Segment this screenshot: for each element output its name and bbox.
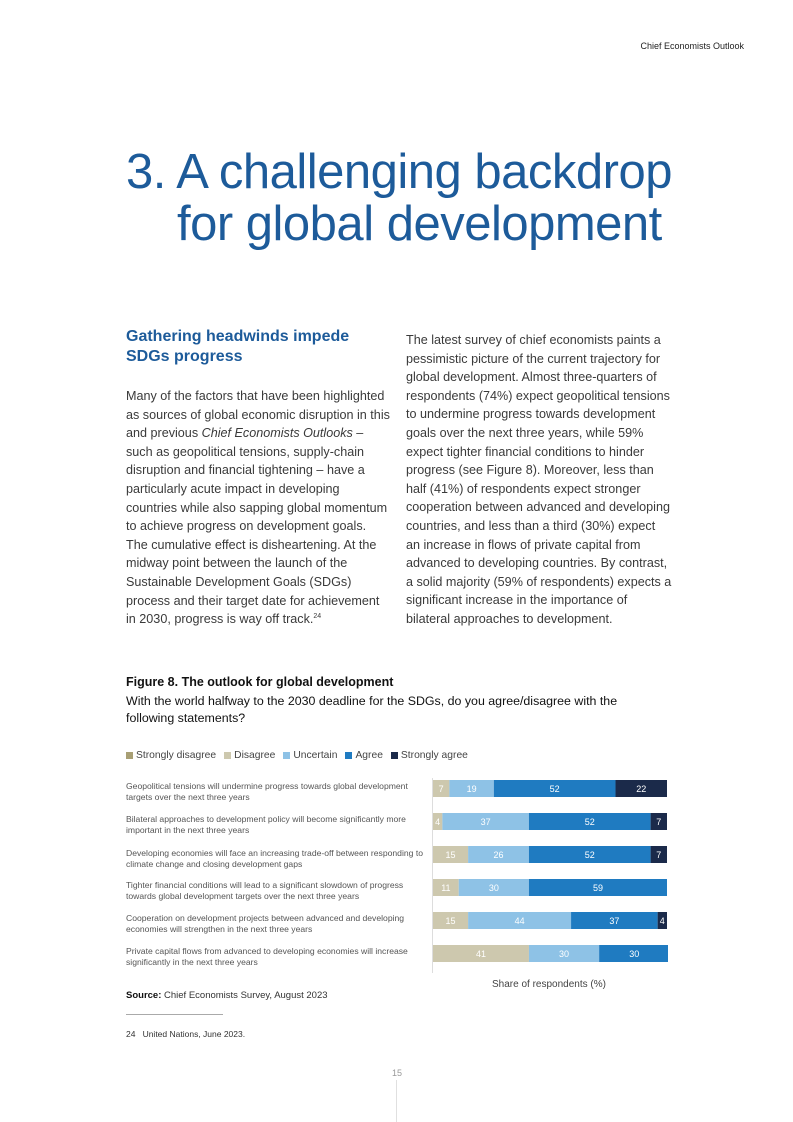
legend-item xyxy=(126,750,216,761)
legend-swatch xyxy=(391,752,398,759)
source-label: Source: xyxy=(126,990,162,1001)
legend-label: Disagree xyxy=(234,750,276,761)
chapter-title xyxy=(126,146,726,250)
legend-label: Uncertain xyxy=(293,750,338,761)
category-label: Developing economies will face an increasing trade-off between responding to climate change and closing development gaps xyxy=(126,848,423,869)
page-divider xyxy=(396,1080,397,1122)
category-label: Bilateral approaches to development policy will become significantly more important in the next three years xyxy=(126,814,406,835)
bar-value-label: 30 xyxy=(488,883,499,893)
chart-legend xyxy=(126,750,468,761)
bar-value-label: 4 xyxy=(435,817,441,827)
legend-item xyxy=(391,750,468,761)
figure-question: With the world halfway to the 2030 deadline for the SDGs, do you agree/disagree with the following statements? xyxy=(126,694,618,725)
bar-value-label: 19 xyxy=(466,784,477,794)
bar-value-label: 30 xyxy=(559,949,570,959)
bar-value-label: 7 xyxy=(438,784,444,794)
legend-swatch xyxy=(224,752,231,759)
bar-value-label: 52 xyxy=(584,850,595,860)
category-label: Private capital flows from advanced to developing economies will increase significantly in the next three years xyxy=(126,946,408,967)
figure-source xyxy=(126,990,328,1001)
chapter-title-line-2: for global development xyxy=(177,197,662,251)
bar-value-label: 44 xyxy=(514,916,525,926)
bar-value-label: 15 xyxy=(445,916,456,926)
publication-title: Chief Economists Outlooks xyxy=(201,426,353,441)
footnote-reference[interactable]: 24 xyxy=(313,612,322,620)
bar-value-label: 37 xyxy=(609,916,620,926)
bar-value-label: 15 xyxy=(445,850,456,860)
body-text-part: – such as geopolitical tensions, supply-chain disruption and financial tightening – have a particularly acute impact in developing countries while also sapping global momentum to achieve progress on development goals. The cumulative effect is disheartening. At the midway point between the launch of the Sustainable Development Goals (SDGs) process and their target date for achievement in 2030, progress is way off track. xyxy=(126,426,388,627)
legend-label: Strongly agree xyxy=(400,750,468,761)
legend-swatch xyxy=(345,752,352,759)
legend-item xyxy=(224,750,275,761)
chart-plot xyxy=(432,778,668,974)
bar-value-label: 22 xyxy=(636,784,647,794)
bar-value-label: 26 xyxy=(493,850,504,860)
category-label: Cooperation on development projects between advanced and developing economies will strengthen in the next three years xyxy=(126,913,405,934)
footnote xyxy=(126,1029,245,1039)
source-text: Chief Economists Survey, August 2023 xyxy=(161,990,328,1001)
chapter-title-line-1: 3. A challenging backdrop xyxy=(126,145,672,199)
category-label: Geopolitical tensions will undermine progress towards global development targets over the next three years xyxy=(126,781,408,802)
legend-label: Agree xyxy=(355,750,383,761)
category-label: Tighter financial conditions will lead to a significant slowdown of progress towards global development targets over the next three years xyxy=(126,880,404,901)
bar-value-label: 37 xyxy=(480,817,491,827)
footnote-divider xyxy=(126,1014,223,1015)
bar-value-label: 7 xyxy=(656,850,662,860)
bar-value-label: 59 xyxy=(592,883,603,893)
body-paragraph-left xyxy=(126,387,391,629)
section-heading: Gathering headwinds impede SDGs progress xyxy=(126,328,350,365)
stacked-bar-chart xyxy=(432,778,668,979)
page-number: 15 xyxy=(391,1068,402,1078)
bar-value-label: 11 xyxy=(441,883,451,893)
bar-value-label: 30 xyxy=(629,949,640,959)
bar-value-label: 4 xyxy=(659,916,665,926)
running-header: Chief Economists Outlook xyxy=(640,41,744,51)
legend-label: Strongly disagree xyxy=(136,750,217,761)
legend-swatch xyxy=(126,752,133,759)
footnote-number: 24 xyxy=(126,1029,136,1039)
figure-title: Figure 8. The outlook for global development xyxy=(126,675,394,689)
x-axis-title: Share of respondents (%) xyxy=(492,979,606,990)
body-paragraph-right: The latest survey of chief economists paints a pessimistic picture of the current trajectory for global development. Almost three-quarters of respondents (74%) expect geopolitical tensions to undermine progress towards development goals over the next three years, while 59% expect tighter financial conditions to hinder progress (see Figure 8). Moreover, less than half (41%) of respondents expect stronger cooperation between advanced and developing countries, and less than a third (30%) expect an increase in flows of private capital from advanced to developing countries. By contrast, a solid majority (59% of respondents) expects a significant increase in the importance of bilateral approaches to development. xyxy=(406,333,672,626)
footnote-text: United Nations, June 2023. xyxy=(142,1029,246,1039)
bar-value-label: 52 xyxy=(584,817,595,827)
body-text-part: Many of the factors that have been highlighted as sources of global economic disruption in this and previous xyxy=(126,389,390,441)
bar-value-label: 52 xyxy=(549,784,560,794)
legend-swatch xyxy=(283,752,290,759)
legend-item xyxy=(283,750,337,761)
bar-value-label: 41 xyxy=(475,949,486,959)
legend-item xyxy=(345,750,382,761)
bar-value-label: 7 xyxy=(656,817,662,827)
